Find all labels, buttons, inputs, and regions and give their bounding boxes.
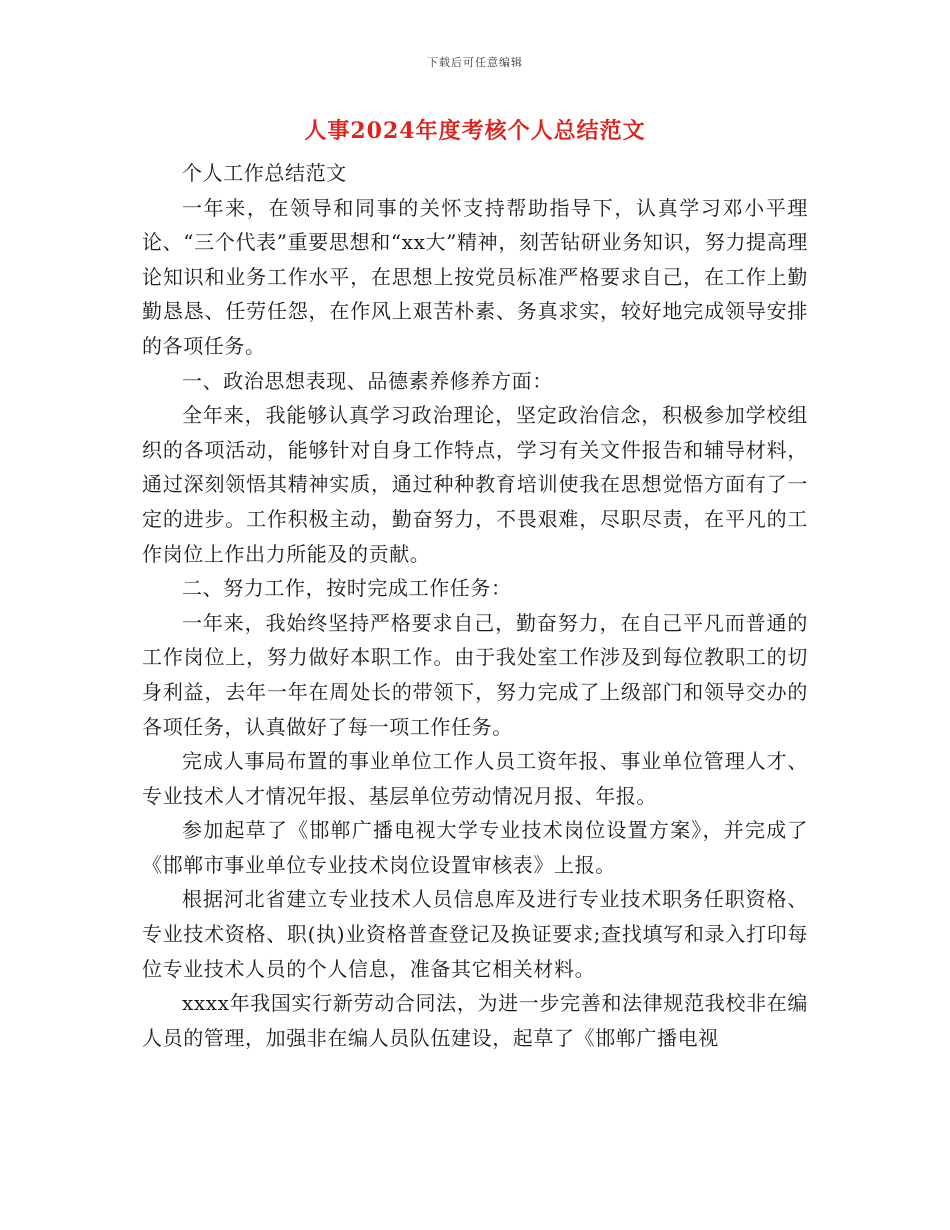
section-heading-2: 二、努力工作，按时完成工作任务： xyxy=(182,576,512,601)
paragraph: 一年来，我始终坚持严格要求自己，勤奋努力，在自己平凡而普通的工作岗位上，努力做好本职工作。由于我处室工作涉及到每位教职工的切身利益，去年一年在周处长的带领下，努力完成了上级部门和领导交办的各项任务，认真做好了每一项工作任务。 xyxy=(142,610,808,739)
paragraph: 参加起草了《邯郸广播电视大学专业技术岗位设置方案》，并完成了《邯郸市事业单位专业技术岗位设置审核表》上报。 xyxy=(142,818,808,877)
paragraph: 全年来，我能够认真学习政治理论，坚定政治信念，积极参加学校组织的各项活动，能够针对自身工作特点，学习有关文件报告和辅导材料，通过深刻领悟其精神实质，通过种种教育培训使我在思想觉悟方面有了一定的进步。工作积极主动，勤奋努力，不畏艰难，尽职尽责，在平凡的工作岗位上作出力所能及的贡献。 xyxy=(142,403,808,566)
header-note: 下载后可任意编辑 xyxy=(427,56,523,69)
document-title: 人事2024年度考核个人总结范文 xyxy=(304,118,646,144)
section-heading-1: 一、政治思想表现、品德素养修养方面： xyxy=(182,368,553,393)
paragraph: 根据河北省建立专业技术人员信息库及进行专业技术职务任职资格、专业技术资格、职(执)业资格普查登记及换证要求;查找填写和录入打印每位专业技术人员的个人信息，准备其它相关材料。 xyxy=(142,887,808,981)
paragraph: 完成人事局布置的事业单位工作人员工资年报、事业单位管理人才、专业技术人才情况年报、基层单位劳动情况月报、年报。 xyxy=(142,749,808,808)
paragraph: xxxx年我国实行新劳动合同法，为进一步完善和法律规范我校非在编人员的管理，加强非在编人员队伍建设，起草了《邯郸广播电视 xyxy=(142,991,808,1050)
document-body xyxy=(142,156,808,1055)
paragraph-subtitle: 个人工作总结范文 xyxy=(182,161,347,185)
paragraph: 一年来，在领导和同事的关怀支持帮助指导下，认真学习邓小平理论、“三个代表”重要思想和“xx大”精神，刻苦钻研业务知识，努力提高理论知识和业务工作水平，在思想上按党员标准严格要求自己，在工作上勤勤恳恳、任劳任怨，在作风上艰苦朴素、务真求实，较好地完成领导安排的各项任务。 xyxy=(142,195,808,358)
